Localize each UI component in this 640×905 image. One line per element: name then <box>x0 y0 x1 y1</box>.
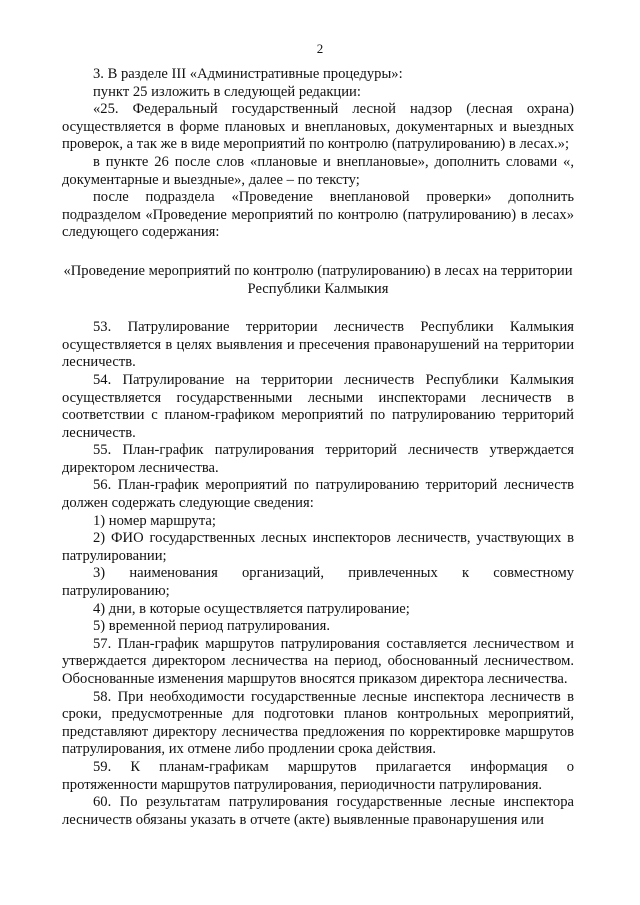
paragraph-subsection-addition: после подраздела «Проведение внеплановой проверки» дополнить подразделом «Проведение мероприятий по контролю (патрулированию) в лесах» следующего содержания: <box>62 189 574 241</box>
paragraph-item-26-amendment: в пункте 26 после слов «плановые и внеплановые», дополнить словами «, документарные и выездные», далее – по тексту; <box>62 153 574 188</box>
paragraph-item-25-text: «25. Федеральный государственный лесной надзор (лесная охрана) осуществляется в форме плановых и внеплановых, документарных и выездных проверок, а так же в виде мероприятий по контролю (патрулированию) в лесах.»; <box>62 101 574 153</box>
paragraph-55: 55. План-график патрулирования территорий лесничеств утверждается директором лесничества. <box>62 442 574 476</box>
paragraph-58: 58. При необходимости государственные лесные инспектора лесничеств в сроки, предусмотренные для подготовки планов контрольных мероприятий, представляют директору лесничества предложения по корректировке маршрутов патрулирования, их отмене либо продлении срока действия. <box>62 688 574 758</box>
paragraph-53: 53. Патрулирование территории лесничеств Республики Калмыкия осуществляется в целях выявления и пресечения правонарушений на территории лесничеств. <box>62 319 574 371</box>
paragraph-59: 59. К планам-графикам маршрутов прилагается информация о протяженности маршрутов патрулирования, периодичности патрулирования. <box>62 758 574 793</box>
paragraph-item-25-instruction: пункт 25 изложить в следующей редакции: <box>93 83 361 100</box>
paragraph-60: 60. По результатам патрулирования государственные лесные инспектора лесничеств обязаны указать в отчете (акте) выявленные правонарушения или <box>62 794 574 828</box>
list-item-days: 4) дни, в которые осуществляется патрулирование; <box>93 600 410 617</box>
document-body <box>62 66 574 829</box>
paragraph-57: 57. План-график маршрутов патрулирования составляется лесничеством и утверждается директором лесничества на период, обоснованный лесничеством. Обоснованные изменения маршрутов вносятся приказом директора лесничества. <box>62 635 574 687</box>
paragraph-56: 56. План-график мероприятий по патрулированию территорий лесничеств должен содержать следующие сведения: <box>62 477 574 512</box>
paragraph-54: 54. Патрулирование на территории лесничеств Республики Калмыкия осуществляется государственными лесными инспекторами лесничеств в соответствии с планом-графиком мероприятий по патрулированию территорий лесничеств. <box>62 371 574 441</box>
list-item-route-number: 1) номер маршрута; <box>93 512 216 529</box>
list-item-organizations: 3) наименования организаций, привлеченных к совместному патрулированию; <box>62 565 574 600</box>
list-item-inspectors: 2) ФИО государственных лесных инспекторов лесничеств, участвующих в патрулировании; <box>62 530 574 564</box>
list-item-time-period: 5) временной период патрулирования. <box>93 618 330 635</box>
section-heading: «Проведение мероприятий по контролю (патрулированию) в лесах на территории Республики Калмыкия <box>63 262 573 297</box>
page-number: 2 <box>316 41 324 56</box>
paragraph-section-3-intro: 3. В разделе III «Административные процедуры»: <box>93 66 403 82</box>
